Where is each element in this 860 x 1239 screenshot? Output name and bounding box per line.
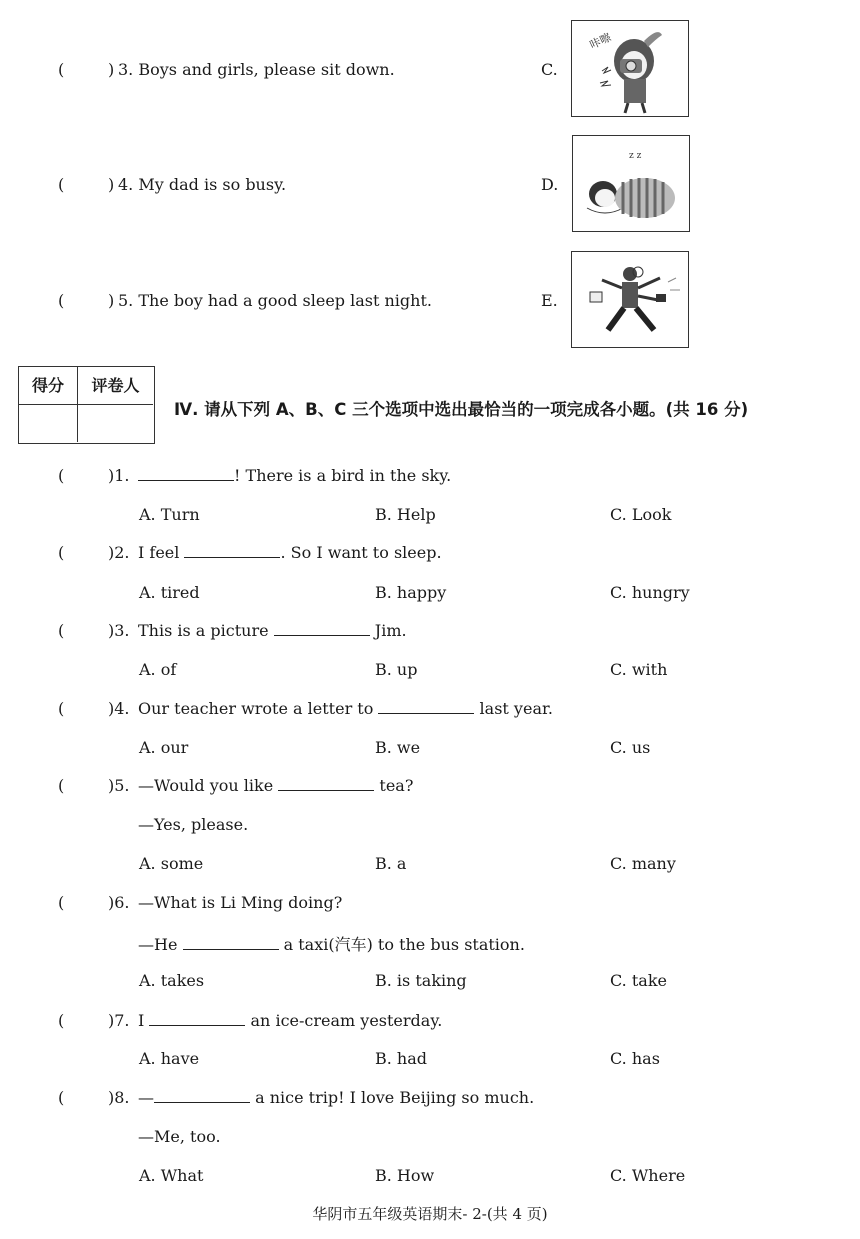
question-number: )5. — [108, 776, 130, 795]
answer-blank[interactable] — [274, 621, 370, 636]
option-b[interactable]: B. a — [375, 854, 407, 873]
answer-blank[interactable] — [278, 776, 374, 791]
answer-blank[interactable] — [149, 1011, 245, 1026]
option-letter: C. — [541, 60, 558, 79]
question-stem: ! There is a bird in the sky. — [138, 466, 451, 485]
question-stem: — a nice trip! I love Beijing so much. — [138, 1088, 535, 1107]
option-a[interactable]: A. takes — [139, 971, 205, 990]
answer-paren-open: ( — [58, 776, 65, 795]
question-stem: I an ice-cream yesterday. — [138, 1011, 443, 1030]
answer-paren-open: ( — [58, 60, 65, 79]
option-a[interactable]: A. have — [139, 1049, 200, 1068]
answer-paren-open: ( — [58, 699, 65, 718]
option-c[interactable]: C. us — [610, 738, 651, 757]
question-number: )6. — [108, 893, 130, 912]
answer-blank[interactable] — [184, 543, 280, 558]
option-b[interactable]: B. Help — [375, 505, 436, 524]
grader-cell[interactable] — [78, 405, 153, 442]
girl-with-camera-illustration — [571, 20, 689, 117]
option-b[interactable]: B. How — [375, 1166, 435, 1185]
option-b[interactable]: B. we — [375, 738, 421, 757]
question-number: )4. — [108, 699, 130, 718]
option-a[interactable]: A. tired — [139, 583, 200, 602]
score-table — [18, 366, 155, 444]
score-cell[interactable] — [19, 405, 78, 442]
option-a[interactable]: A. our — [139, 738, 189, 757]
answer-paren-close: ) — [108, 291, 115, 310]
option-a[interactable]: A. What — [139, 1166, 204, 1185]
answer-paren-open: ( — [58, 893, 65, 912]
option-b[interactable]: B. is taking — [375, 971, 467, 990]
question-number: )3. — [108, 621, 130, 640]
question-number: )7. — [108, 1011, 130, 1030]
question-stem: —Would you like tea? — [138, 776, 414, 795]
answer-blank[interactable] — [138, 466, 234, 481]
question-stem: This is a picture Jim. — [138, 621, 407, 640]
answer-paren-open: ( — [58, 466, 65, 485]
matching-sentence: 3. Boys and girls, please sit down. — [118, 60, 395, 79]
dialogue-reply: —He a taxi(汽车) to the bus station. — [138, 935, 525, 954]
grader-header: 评卷人 — [78, 367, 153, 405]
answer-paren-open: ( — [58, 1088, 65, 1107]
question-stem: Our teacher wrote a letter to last year. — [138, 699, 553, 718]
answer-paren-close: ) — [108, 175, 115, 194]
camera-sound-caption: 咔嚓 — [587, 30, 614, 52]
option-c[interactable]: C. many — [610, 854, 676, 873]
answer-paren-open: ( — [58, 543, 65, 562]
question-stem: —What is Li Ming doing? — [138, 893, 343, 912]
option-c[interactable]: C. hungry — [610, 583, 690, 602]
option-c[interactable]: C. Where — [610, 1166, 686, 1185]
option-b[interactable]: B. happy — [375, 583, 447, 602]
sleeping-boy-illustration — [572, 135, 690, 232]
question-number: )2. — [108, 543, 130, 562]
question-stem: I feel . So I want to sleep. — [138, 543, 442, 562]
dialogue-reply: —Me, too. — [138, 1127, 221, 1146]
section-heading: Ⅳ. 请从下列 A、B、C 三个选项中选出最恰当的一项完成各小题。(共 16 分) — [174, 400, 749, 419]
dialogue-reply: —Yes, please. — [138, 815, 249, 834]
answer-paren-open: ( — [58, 1011, 65, 1030]
sleep-caption: z z — [629, 151, 642, 161]
answer-blank[interactable] — [378, 699, 474, 714]
answer-blank[interactable] — [183, 935, 279, 950]
option-a[interactable]: A. some — [139, 854, 204, 873]
busy-man-illustration — [571, 251, 689, 348]
answer-paren-close: ) — [108, 60, 115, 79]
option-c[interactable]: C. Look — [610, 505, 672, 524]
option-letter: D. — [541, 175, 559, 194]
option-b[interactable]: B. up — [375, 660, 418, 679]
option-b[interactable]: B. had — [375, 1049, 428, 1068]
option-c[interactable]: C. with — [610, 660, 668, 679]
answer-paren-open: ( — [58, 291, 65, 310]
option-a[interactable]: A. Turn — [139, 505, 200, 524]
page-footer: 华阴市五年级英语期末- 2-(共 4 页) — [312, 1205, 548, 1223]
answer-paren-open: ( — [58, 621, 65, 640]
question-number: )1. — [108, 466, 130, 485]
option-c[interactable]: C. has — [610, 1049, 660, 1068]
score-header: 得分 — [19, 367, 78, 405]
question-number: )8. — [108, 1088, 130, 1107]
matching-sentence: 5. The boy had a good sleep last night. — [118, 291, 432, 310]
answer-blank[interactable] — [154, 1088, 250, 1103]
answer-paren-open: ( — [58, 175, 65, 194]
matching-sentence: 4. My dad is so busy. — [118, 175, 287, 194]
option-letter: E. — [541, 291, 558, 310]
option-a[interactable]: A. of — [139, 660, 177, 679]
option-c[interactable]: C. take — [610, 971, 667, 990]
